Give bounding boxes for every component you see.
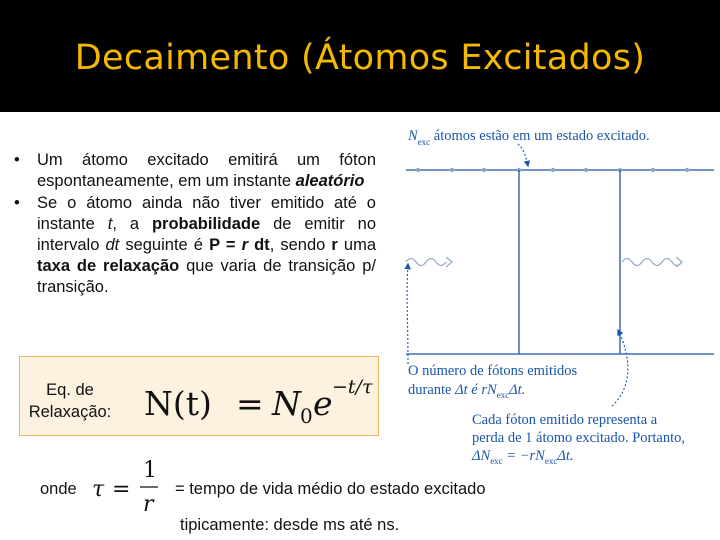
photon-wave-right (622, 259, 682, 266)
bullet-2-part: taxa de relaxação (37, 257, 180, 275)
tau-symbol: τ (92, 477, 105, 502)
eq-base: N (272, 384, 301, 423)
eq-base-subscript: 0 (300, 404, 313, 428)
bullet-2-part: dt (105, 236, 120, 254)
bullet-text-2 (37, 194, 376, 296)
eq-lhs: N(t) (144, 384, 212, 423)
bullet-list (14, 150, 376, 298)
bullet-1-text: Um átomo excitado emitirá um fóton espontaneamente, em um instante (37, 151, 376, 190)
atom-dot (482, 168, 486, 172)
bullet-2-part: r (241, 236, 249, 254)
photon-arrowhead-left (446, 257, 452, 267)
diagram-bottom-label-line2: perda de 1 átomo excitado. Portanto, (472, 430, 686, 446)
bullet-item (14, 193, 376, 298)
bullet-2-part: de emitir no intervalo (37, 215, 377, 254)
tau-definition (90, 455, 170, 517)
typical-range-note: tipicamente: desde ms até ns. (180, 516, 400, 534)
bullet-text-1 (37, 151, 376, 190)
diagram-bottom-label-line3: $\Delta N_{exc} = -rN_{exc}\Delta t$. (472, 448, 574, 466)
bullet-item (14, 150, 376, 192)
diagram-bottom-label-line1: Cada fóton emitido representa a (472, 412, 658, 428)
relaxation-equation-box (19, 356, 379, 436)
tau-denominator: r (143, 492, 154, 517)
tau-equals: = (112, 477, 131, 502)
onde-label: onde (40, 480, 77, 498)
top-label-arrow (518, 144, 528, 166)
bullet-2-part: seguinte é (119, 236, 210, 254)
tau-numerator: 1 (143, 458, 157, 483)
eq-exp-base: e (313, 384, 333, 423)
decay-diagram (400, 118, 720, 478)
atom-dot (584, 168, 588, 172)
photon-wave-left (406, 259, 446, 266)
bullet-2-part: que varia de transição p/ transição. (37, 257, 376, 296)
bullet-2-part: probabilidade (151, 215, 261, 233)
bullet-1-emphasis: aleatório (295, 172, 365, 190)
bullet-2-part: t (107, 215, 113, 233)
atom-dot (416, 168, 420, 172)
atom-dot (685, 168, 689, 172)
bullet-2-part: , sendo (269, 236, 332, 254)
bullet-2-part: , a (112, 215, 152, 233)
bullet-2-part: uma (337, 236, 377, 254)
diagram-mid-label-line2: durante Δt é $rN_{exc}\Delta t$. (408, 382, 526, 400)
title-bar (0, 0, 720, 112)
photon-count-arrow (407, 264, 408, 364)
relaxation-equation (140, 363, 380, 431)
bullet-dot: • (14, 151, 20, 169)
atom-dot (450, 168, 454, 172)
bullet-2-part: P = (209, 236, 242, 254)
atom-dot (551, 168, 555, 172)
diagram-mid-label-line1: O número de fótons emitidos (408, 363, 578, 379)
slide-title: Decaimento (Átomos Excitados) (74, 38, 646, 78)
atom-dot (651, 168, 655, 172)
bullet-dot: • (14, 194, 20, 212)
eq-equals: = (236, 384, 264, 423)
bullet-2-part: Se o átomo ainda não tiver emitido até o instante (37, 194, 376, 233)
bullet-2-part: r (331, 236, 338, 254)
lifetime-description: = tempo de vida médio do estado excitado (175, 480, 486, 498)
equation-label: Eq. de Relaxação: (28, 381, 112, 421)
bullet-2-part: dt (248, 236, 270, 254)
diagram-top-label: $N_{exc}$ átomos estão em um estado excitado. (408, 128, 650, 147)
eq-exponent: −t/τ (332, 376, 373, 398)
